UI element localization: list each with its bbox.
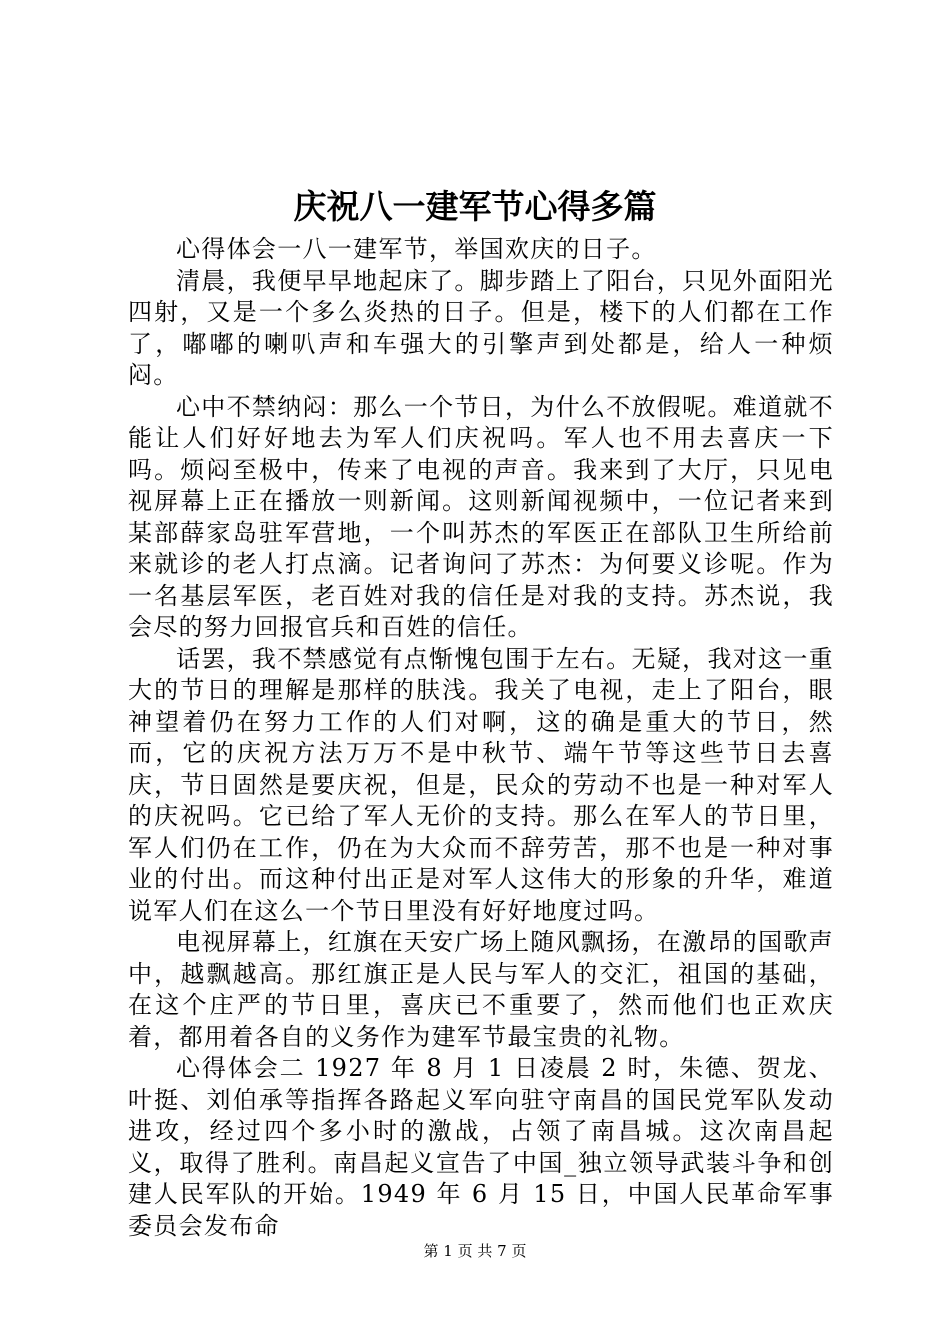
page-number-footer: 第 1 页 共 7 页 <box>423 1242 527 1260</box>
body-paragraph: 话罢，我不禁感觉有点惭愧包围于左右。无疑，我对这一重大的节日的理解是那样的肤浅。我关了电视，走上了阳台，眼神望着仍在努力工作的人们对啊，这的确是重大的节日，然而，它的庆祝方法万万不是中秋节、端午节等这些节日去喜庆，节日固然是要庆祝，但是，民众的劳动不也是一种对军人的庆祝吗。它已给了军人无价的支持。那么在军人的节日里，军人们仍在工作，仍在为大众而不辞劳苦，那不也是一种对事业的付出。而这种付出正是对军人这伟大的形象的升华，难道说军人们在这么一个节日里没有好好地度过吗。 <box>128 644 834 925</box>
body-paragraph: 心得体会二 1927 年 8 月 1 日凌晨 2 时，朱德、贺龙、叶挺、刘伯承等指挥各路起义军向驻守南昌的国民党军队发动进攻，经过四个多小时的激战，占领了南昌城。这次南昌起义，取得了胜利。南昌起义宣告了中国_独立领导武装斗争和创建人民军队的开始。1949 年 6 月 15 日，中国人民革命军事委员会发布命 <box>128 1054 834 1240</box>
document-body <box>128 234 834 1242</box>
document-title: 庆祝八一建军节心得多篇 <box>293 187 657 226</box>
body-paragraph: 心中不禁纳闷：那么一个节日，为什么不放假呢。难道就不能让人们好好地去为军人们庆祝吗。军人也不用去喜庆一下吗。烦闷至极中，传来了电视的声音。我来到了大厅，只见电视屏幕上正在播放一则新闻。这则新闻视频中，一位记者来到某部薛家岛驻军营地，一个叫苏杰的军医正在部队卫生所给前来就诊的老人打点滴。记者询问了苏杰：为何要义诊呢。作为一名基层军医，老百姓对我的信任是对我的支持。苏杰说，我会尽的努力回报官兵和百姓的信任。 <box>128 392 834 641</box>
body-paragraph: 清晨，我便早早地起床了。脚步踏上了阳台，只见外面阳光四射，又是一个多么炎热的日子。但是，楼下的人们都在工作了，嘟嘟的喇叭声和车强大的引擎声到处都是，给人一种烦闷。 <box>128 266 834 389</box>
body-paragraph: 心得体会一八一建军节，举国欢庆的日子。 <box>176 235 657 263</box>
body-paragraph: 电视屏幕上，红旗在天安广场上随风飘扬，在激昂的国歌声中，越飘越高。那红旗正是人民与军人的交汇，祖国的基础，在这个庄严的节日里，喜庆已不重要了，然而他们也正欢庆着，都用着各自的义务作为建军节最宝贵的礼物。 <box>128 928 834 1051</box>
